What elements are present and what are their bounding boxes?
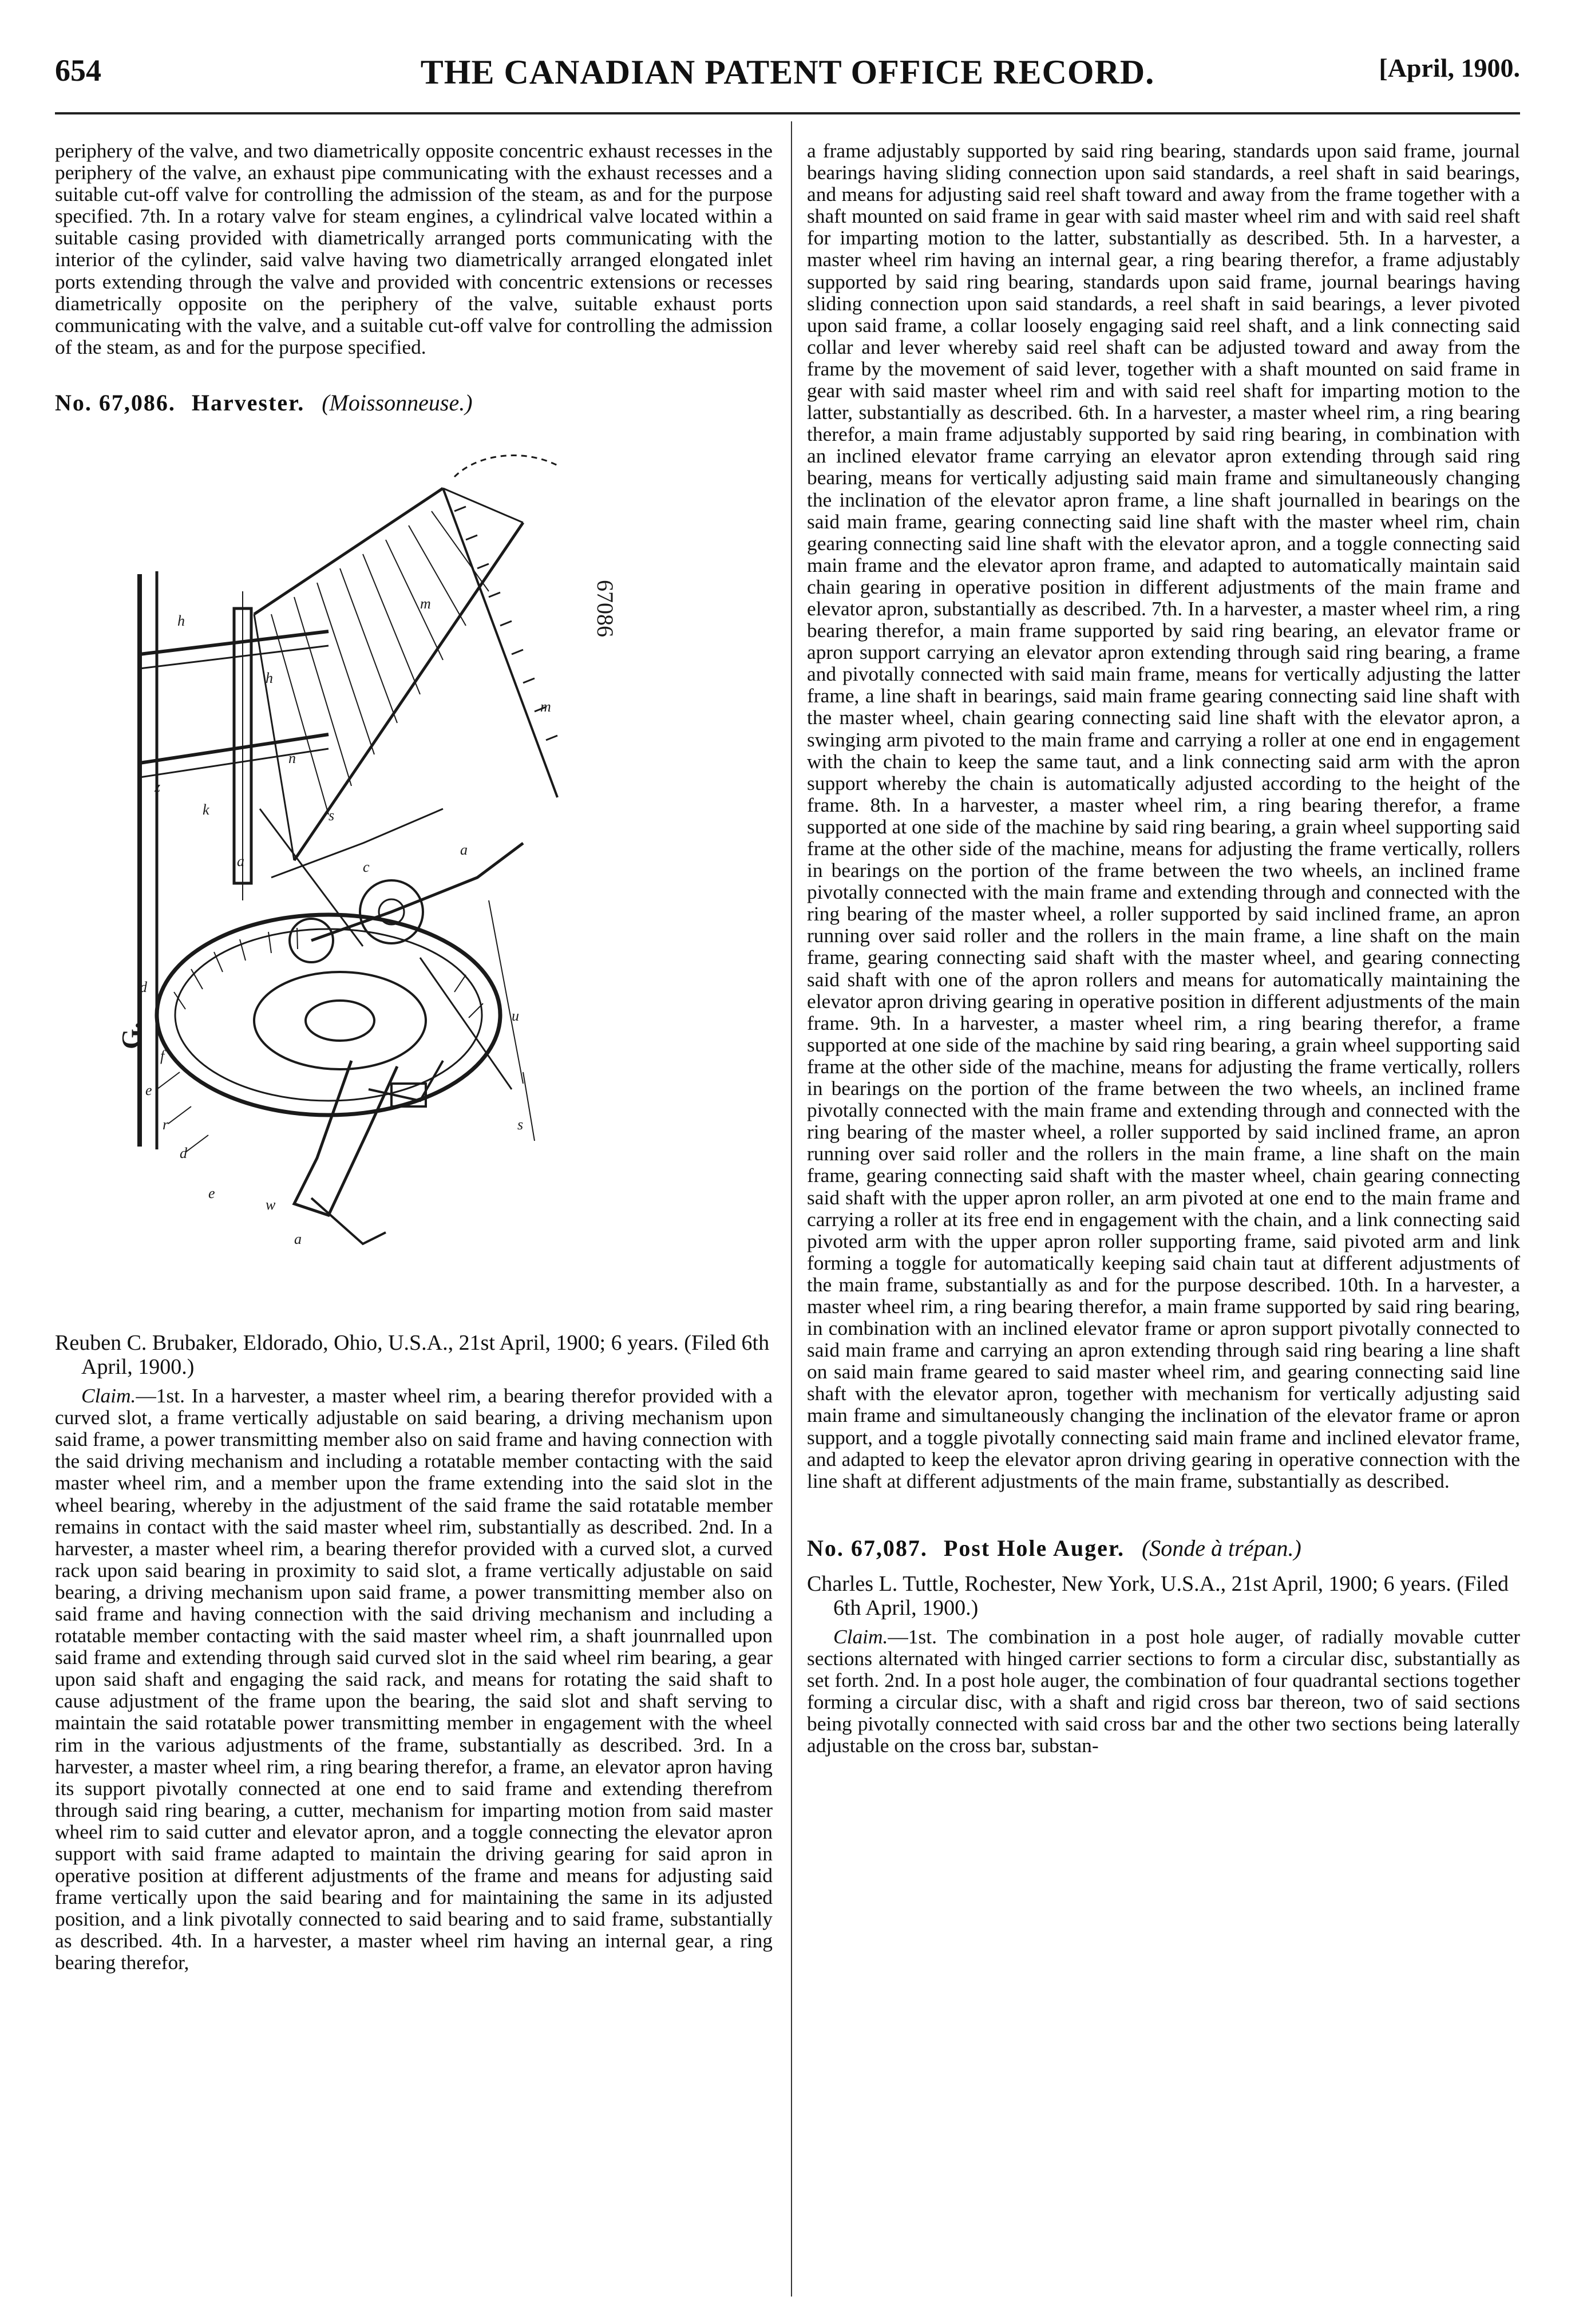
svg-text:e: e (208, 1185, 215, 1202)
svg-text:e: e (145, 1082, 152, 1099)
claim-label: Claim. (833, 1625, 888, 1648)
patent-heading-67086 (55, 389, 773, 416)
claim-text: —1st. In a harvester, a master wheel rim, a bearing therefor provided with a curved slot, a frame vertically adjustable on said bearing, a driving mechanism upon said frame, a power transmitting member also on said frame and having connection with the said driving mechanism and including a rotatable member contacting with the said master wheel rim, and a member upon the frame extending into the said slot in the wheel bearing, whereby in the adjustment of the said frame the said rotatable member remains in contact with the said master wheel rim, substantially as described. 2nd. In a harvester, a master wheel rim, a bearing therefor provided with a curved slot, a curved rack upon said bearing in proximity to said slot, a frame vertically adjustable on said bearing, a driving mechanism upon said frame, a power transmitting member also on said frame and having connection with the said driving mechanism and including a rotatable member contacting with the said master wheel rim, a shaft jounrnalled upon said frame and extending through said curved slot in the said wheel rim bearing, a gear upon said shaft and engaging the said rack, and means for rotating the said shaft to cause adjustment of the frame upon the bearing, the said slot and shaft serving to maintain the said rotatable power transmitting member in engagement with the wheel rim in the various adjustments of the frame, substantially as described. 3rd. In a harvester, a master wheel rim, a ring bearing therefor, a frame, an elevator apron having its support pivotally connected at one end to said frame and extending therefrom through said ring bearing, a cutter, mechanism for imparting motion from said master wheel rim to said cutter and elevator apron, and a toggle connecting the elevator apron support with said frame adapted to maintain the driving gearing for said apron in operative position at different adjustments of the frame and means for adjusting said frame vertically upon the said bearing and for maintaining the same in its adjusted position, and a link pivotally connected to said bearing and to said frame, substantially as described. 4th. In a harvester, a master wheel rim having an internal gear, a ring bearing therefor, (55, 1384, 773, 1974)
svg-text:h: h (177, 612, 185, 630)
column-divider (791, 121, 792, 2297)
inventor-line: Charles L. Tuttle, Rochester, New York, U.S.A., 21st April, 1900; 6 years. (Filed 6th April, 1900.) (807, 1571, 1509, 1620)
svg-text:s: s (517, 1116, 524, 1133)
claim-text: —1st. The combination in a post hole auger, of radially movable cutter sections alternated with hinged carrier sections to form a circular disc, substantially as set forth. 2nd. In a post hole auger, the combination of four quadrantal sections together forming a circular disc, with a shaft and rigid cross bar thereon, two of said sections being pivotally connected with said cross bar and the other two sections being laterally adjustable on the cross bar, substan- (807, 1625, 1520, 1757)
svg-text:a: a (460, 841, 468, 859)
svg-text:d: d (180, 1145, 187, 1162)
header-rule (55, 112, 1520, 114)
svg-text:f: f (160, 1048, 165, 1065)
inventor-line: Reuben C. Brubaker, Eldorado, Ohio, U.S.A., 21st April, 1900; 6 years. (Filed 6th April, 1900.) (55, 1331, 770, 1380)
continued-claims-text: periphery of the valve, and two diametrically opposite concentric exhaust recesses in the periphery of the valve, an exhaust pipe communicating with the exhaust recesses and a suitable cut-off valve for controlling the admission of the steam, as and for the purpose specified. 7th. In a rotary valve for steam engines, a cylindrical valve located within a suitable casing provided with diametrically arranged ports communicating with the interior of the cylinder, said valve having two diametrically arranged elongated inlet ports extending through the valve and provided with concentric extensions or recesses diametrically opposite on the periphery of the valve, suitable exhaust ports communicating with the valve, and a suitable cut-off valve for controlling the admission of the steam, as and for the purpose specified. (55, 139, 773, 358)
patent-french-title: (Sonde à trépan.) (1141, 1535, 1301, 1561)
figure-label: 67086 (592, 580, 618, 638)
svg-text:u: u (512, 1007, 519, 1025)
svg-text:m: m (540, 698, 551, 716)
svg-text:G.: G. (116, 1022, 145, 1050)
claim-label: Claim. (81, 1384, 136, 1408)
svg-text:a: a (237, 853, 244, 870)
page-number: 654 (55, 53, 101, 88)
journal-title: THE CANADIAN PATENT OFFICE RECORD. (420, 53, 1155, 91)
svg-text:w: w (266, 1196, 276, 1214)
svg-text:m: m (420, 595, 431, 612)
svg-text:z: z (155, 778, 161, 796)
svg-text:d: d (140, 979, 147, 996)
patent-number: No. 67,086. (55, 389, 176, 416)
page-header (55, 53, 1520, 104)
patent-claims (807, 1626, 1520, 1757)
issue-date: [April, 1900. (1379, 53, 1520, 82)
patent-french-title: (Moissonneuse.) (322, 389, 473, 416)
right-column (807, 140, 1520, 1756)
harvester-patent-drawing (116, 442, 649, 1331)
svg-text:a: a (294, 1231, 302, 1248)
patent-number: No. 67,087. (807, 1535, 928, 1561)
patent-title: Post Hole Auger. (943, 1535, 1125, 1561)
patent-title: Harvester. (191, 389, 305, 416)
left-column (55, 140, 773, 1974)
svg-text:h: h (266, 670, 273, 687)
svg-text:k: k (203, 801, 209, 819)
svg-text:s: s (329, 807, 335, 824)
svg-text:c: c (363, 859, 370, 876)
patent-claims (55, 1385, 773, 1974)
svg-text:n: n (288, 750, 296, 767)
svg-text:r: r (163, 1116, 169, 1133)
patent-heading-67087 (807, 1535, 1520, 1561)
continued-claims-text: a frame adjustably supported by said ring bearing, standards upon said frame, journal bearings having sliding connection upon said standards, a reel shaft in said bearings, and means for adjusting said reel shaft toward and away from the frame together with a shaft mounted on said frame in gear with said master wheel rim and with said reel shaft for imparting motion to the latter, substantially as described. 5th. In a harvester, a master wheel rim having an internal gear, a ring bearing therefor, a frame adjustably supported by said ring bearing, standards upon said frame, journal bearings having sliding connection upon said standards, a reel shaft in said bearings, a lever pivoted upon said frame, a collar loosely engaging said reel shaft, and a link connecting said collar and lever whereby said reel shaft can be adjusted toward and away from the frame by the movement of said lever, together with a shaft mounted on said frame in gear with said master wheel rim and with said reel shaft for imparting motion to the latter, substantially as described. 6th. In a harvester, a master wheel rim, a ring bearing therefor, a main frame adjustably supported by said ring bearing, in combination with an inclined elevator frame carrying an elevator apron extending through said ring bearing, means for vertically adjusting said main frame and simultaneously changing the inclination of the elevator apron frame, a line shaft journalled in bearings on the said main frame, gearing connecting said line shaft with the master wheel rim, chain gearing connecting said line shaft with the elevator apron, and a toggle connecting said main frame and the elevator apron frame, and adapted to automatically maintain said chain gearing in operative position in different adjustments of the main frame and elevator apron, substantially as described. 7th. In a harvester, a master wheel rim, a ring bearing therefor, a main frame supported by said ring bearing, an elevator frame or apron support carrying an elevator apron extending through said ring bearing, a frame and pivotally connected with said main frame, means for vertically adjusting the latter frame, a line shaft in bearings, said main frame gearing connecting said line shaft with the master wheel, chain gearing connecting said line shaft with the elevator apron, a swinging arm pivoted to the main frame and carrying a roller at one end in engagement with the chain to keep the same taut, and a link connecting said arm with the apron support whereby the chain is automatically adjusted according to the height of the frame. 8th. In a harvester, a master wheel rim, a ring bearing therefor, a frame supported at one side of the machine by said ring bearing, a grain wheel supporting said frame at the other side of the machine, means for adjusting the frame vertically, rollers in bearings on the portion of the frame between the two wheels, an inclined frame pivotally connected with the main frame and extending through and connected with the ring bearing of the master wheel, a roller supported by said inclined frame, an apron running over said roller and the rollers in the main frame, a line shaft on the main frame, gearing connecting said shaft with the master wheel, and gearing connecting said shaft with one of the apron rollers and means for automatically maintaining the elevator apron driving gearing in operative position in different adjustments of the main frame. 9th. In a harvester, a master wheel rim, a ring bearing therefor, a frame supported at one side of the machine by said ring bearing, a grain wheel supporting said frame at the other side of the machine, means for adjusting the frame vertically, rollers in bearings on the portion of the frame between the two wheels, an inclined frame pivotally connected with the main frame and extending through and connected with the ring bearing of the master wheel, a roller supported by said inclined frame, an apron running over said roller and the rollers in the main frame, a line shaft on the main frame, gearing connecting said shaft with the master wheel, chain gearing connecting said shaft with the upper apron roller, an arm pivoted at one end to the main frame and carrying a roller at its free end in engagement with the chain, and a link connecting said pivoted arm with the upper apron roller supporting frame, said pivoted arm and link forming a toggle for automatically keeping said chain taut at different adjustments of the main frame, substantially as and for the purpose described. 10th. In a harvester, a master wheel rim, a ring bearing therefor, a main frame supported by said ring bearing, in combination with an inclined elevator frame or apron support pivotally connected to said main frame and carrying an apron extending through said ring bearing a line shaft on said main frame geared to said master wheel rim, and gearing connecting said line shaft with the elevator apron, together with mechanism for vertically adjusting said main frame and simultaneously changing the inclination of the elevator frame or apron support, and a toggle pivotally connecting said main frame and inclined elevator frame, and adapted to keep the elevator apron driving gearing in operative connection with the line shaft at different adjustments of the main frame, substantially as described. (807, 139, 1520, 1492)
